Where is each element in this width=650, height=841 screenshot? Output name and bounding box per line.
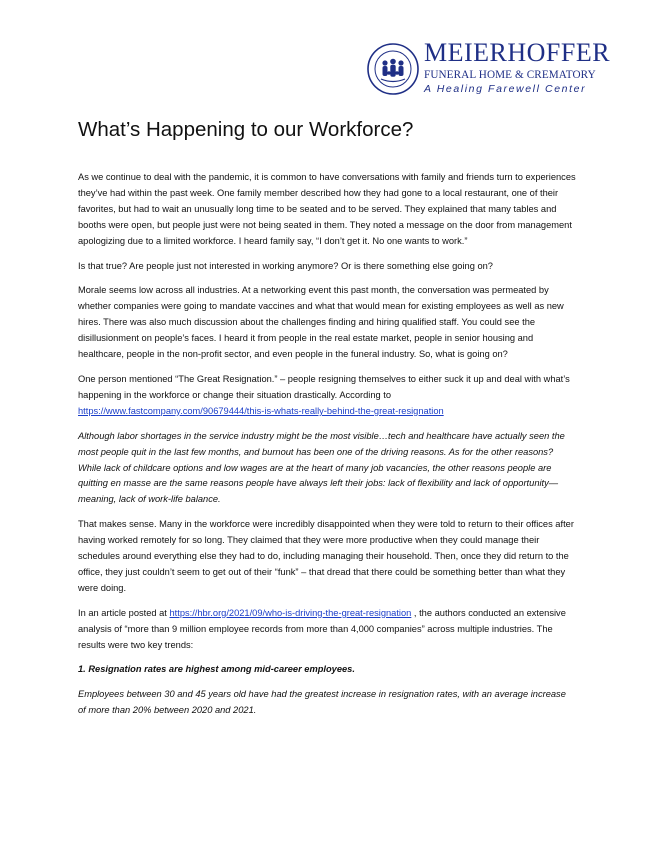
paragraph-7 — [78, 606, 576, 654]
trend-heading-1: 1. Resignation rates are highest among mid-career employees. — [78, 664, 355, 675]
brand-name: MEIERHOFFER — [424, 38, 611, 67]
company-logo — [366, 40, 616, 110]
quote-paragraph: Although labor shortages in the service industry might be the most visible…tech and healthcare have actually seen the most people quit in the last few months, and burnout has been one of the driving reasons. As for the other reasons? While lack of childcare options and low wages are at the heart of many job vacancies, the other reasons people are quitting en masse are the same reasons people have always left their jobs: lack of flexibility and lack of opportunity—meaning, lack of work-life balance. — [78, 430, 565, 505]
fastcompany-link[interactable]: https://www.fastcompany.com/90679444/this-is-whats-really-behind-the-great-resignation — [78, 405, 444, 416]
paragraph-6: That makes sense. Many in the workforce were incredibly disappointed when they were told to return to their offices after having worked remotely for so long. They claimed that they were more productive when they could manage their schedules around everything else they had to do, including managing their household. Then, once they did return to the office, they just couldn’t seem to get out of their “funk” – that dread that there could be something better than what they were doing. — [78, 519, 574, 593]
paragraph-4 — [78, 372, 576, 420]
paragraph-2: Is that true? Are people just not interested in working anymore? Or is there something else going on? — [78, 260, 493, 271]
brand-tagline: A Healing Farewell Center — [424, 83, 587, 95]
paragraph-3: Morale seems low across all industries. At a networking event this past month, the conversation was permeated by whether companies were going to mandate vaccines and what that would mean for existing employees as well as new hires. There was also much discussion about the challenges finding and hiring qualified staff. You could see the disillusionment on people’s faces. I heard it from people in the real estate market, people in senior housing and healthcare, people in the non-profit sector, and even people in the funeral industry. So, what is going on? — [78, 285, 564, 360]
paragraph-7-post: , the authors conducted an extensive analysis of “more than 9 million employee records from more than 4,000 companies” across multiple industries. The results were two key trends: — [78, 607, 566, 650]
hbr-link[interactable]: https://hbr.org/2021/09/who-is-driving-the-great-resignation — [169, 607, 412, 618]
paragraph-4-text: One person mentioned “The Great Resignation.” – people resigning themselves to either suck it up and deal with what’s happening in the workforce or change their situation drastically. According to — [78, 373, 570, 400]
article-body — [78, 170, 576, 728]
paragraph-1: As we continue to deal with the pandemic, it is common to have conversations with family and friends turn to experiences they’ve had within the past week. One family member described how they had gone to a local restaurant, one of their favorites, but had to wait an unusually long time to be seated and to be served. They explained that many tables and booths were open, but people just were not being seated in them. They noted a message on the door from management apologizing due to a limited workforce. I heard family say, “I don’t get it. No one wants to work.” — [78, 172, 576, 246]
brand-block — [424, 40, 614, 96]
paragraph-7-pre: In an article posted at — [78, 607, 170, 618]
brand-subtitle: FUNERAL HOME & CREMATORY — [424, 69, 596, 81]
article-title: What’s Happening to our Workforce? — [78, 118, 414, 141]
seal-icon — [366, 42, 420, 96]
trend-paragraph-1: Employees between 30 and 45 years old have had the greatest increase in resignation rates, with an average increase of more than 20% between 2020 and 2021. — [78, 689, 566, 716]
